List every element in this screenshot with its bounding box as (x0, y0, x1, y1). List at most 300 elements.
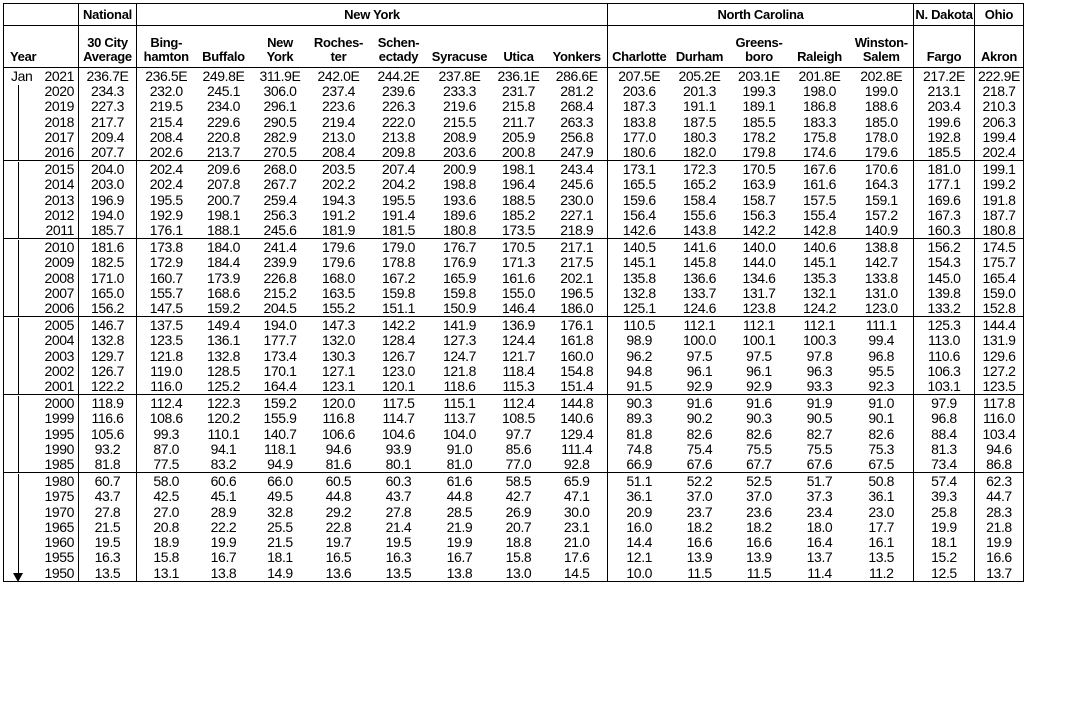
year-value: 2003 (44, 347, 74, 364)
index-value: 145.8 (682, 254, 717, 271)
index-value: 37.0 (686, 488, 713, 505)
index-value: 181.5 (381, 222, 416, 239)
index-value: 23.7 (686, 503, 713, 520)
column-header-4 (252, 26, 309, 68)
column-header-row (4, 26, 1024, 68)
index-value: 151.4 (560, 378, 594, 395)
column-header-line: York (266, 49, 294, 64)
value-column-cell (429, 68, 491, 161)
year-value: 2010 (44, 239, 74, 256)
index-value: 49.5 (267, 488, 293, 505)
index-value: 149.4 (206, 317, 241, 334)
year-value: 1999 (44, 410, 74, 427)
year-cell (4, 239, 79, 317)
index-value: 152.8 (982, 300, 1016, 317)
index-value: 219.4 (321, 113, 356, 130)
index-value: 173.8 (149, 239, 183, 256)
index-value: 13.0 (505, 564, 532, 581)
index-value: 180.6 (622, 144, 656, 161)
index-value: 127.3 (442, 332, 477, 349)
index-value: 93.3 (806, 378, 833, 395)
index-value: 121.8 (442, 362, 477, 379)
value-column-cell (137, 68, 196, 161)
index-value: 16.6 (746, 534, 772, 551)
index-value: 45.1 (210, 488, 237, 505)
index-value: 234.3 (90, 83, 125, 100)
index-value: 60.6 (210, 473, 237, 490)
index-value: 165.5 (622, 176, 656, 193)
index-value: 227.3 (90, 98, 125, 115)
index-value: 234.0 (206, 98, 241, 115)
index-value: 104.6 (381, 425, 416, 442)
year-value: 2007 (44, 284, 74, 301)
index-value: 91.0 (868, 395, 895, 412)
index-value: 121.7 (501, 347, 536, 364)
index-value: 196.4 (501, 176, 536, 193)
index-value: 120.1 (381, 378, 416, 395)
index-value: 96.8 (931, 410, 957, 427)
index-value: 96.1 (686, 362, 713, 379)
index-value: 202.1 (560, 269, 594, 286)
index-value: 175.8 (802, 128, 837, 145)
index-value: 208.4 (321, 144, 356, 161)
index-value: 19.7 (325, 534, 352, 551)
index-value: 75.3 (868, 440, 895, 457)
index-value: 112.1 (803, 317, 836, 334)
index-value: 91.6 (686, 395, 713, 412)
index-value: 97.7 (505, 425, 532, 442)
timeline-line (18, 396, 19, 473)
index-value: 18.1 (267, 549, 293, 566)
index-value: 202.4 (982, 144, 1016, 161)
index-value: 134.6 (742, 269, 776, 286)
index-value: 181.9 (321, 222, 356, 239)
index-value: 120.2 (206, 410, 241, 427)
index-value: 132.8 (90, 332, 125, 349)
index-value: 19.9 (931, 518, 957, 535)
index-value: 170.5 (501, 239, 536, 256)
index-value: 213.0 (321, 128, 356, 145)
index-value: 167.6 (802, 161, 837, 178)
index-value: 92.3 (868, 378, 895, 395)
index-value: 179.6 (864, 144, 898, 161)
index-value: 18.9 (153, 534, 180, 551)
index-value: 142.6 (622, 222, 656, 239)
value-column-cell (79, 68, 137, 161)
year-value: 1960 (44, 534, 74, 551)
value-column-cell (491, 317, 547, 395)
index-value: 136.1 (206, 332, 241, 349)
value-column-cell (729, 473, 790, 581)
index-value: 93.2 (94, 440, 121, 457)
index-value: 226.8 (263, 269, 297, 286)
index-value: 75.5 (806, 440, 833, 457)
index-value: 175.7 (982, 254, 1016, 271)
year-block (4, 68, 1024, 161)
index-value: 218.7 (982, 83, 1016, 100)
value-column-cell (975, 317, 1024, 395)
index-value: 140.6 (802, 239, 837, 256)
index-value: 42.7 (505, 488, 532, 505)
year-value: 2019 (44, 98, 74, 115)
value-column-cell (491, 161, 547, 239)
index-value: 161.6 (802, 176, 837, 193)
index-value: 168.6 (206, 284, 241, 301)
index-value: 37.3 (806, 488, 833, 505)
index-value: 118.1 (264, 440, 296, 457)
value-column-cell (975, 239, 1024, 317)
index-value: 21.5 (267, 534, 293, 551)
index-value: 163.9 (742, 176, 776, 193)
index-value: 157.2 (864, 206, 898, 223)
index-value: 90.3 (626, 395, 653, 412)
index-value: 201.3 (682, 83, 717, 100)
value-column-cell (196, 317, 252, 395)
index-value: 67.7 (746, 456, 772, 473)
index-value: 100.3 (802, 332, 837, 349)
year-value: 2012 (44, 206, 74, 223)
index-value: 112.4 (150, 395, 183, 412)
table-body (4, 68, 1024, 582)
column-header-line: Utica (503, 49, 534, 64)
index-value: 163.5 (321, 284, 356, 301)
index-value: 180.8 (982, 222, 1016, 239)
value-column-cell (914, 161, 975, 239)
index-value: 110.1 (207, 425, 240, 442)
column-header-line: Raleigh (797, 49, 842, 64)
value-column-cell (790, 473, 850, 581)
index-value: 16.6 (986, 549, 1012, 566)
index-value: 21.8 (986, 518, 1012, 535)
index-value: 77.0 (505, 456, 532, 473)
index-value: 136.9 (501, 317, 536, 334)
index-value: 28.3 (986, 503, 1012, 520)
index-value: 106.6 (321, 425, 356, 442)
value-column-cell (790, 317, 850, 395)
year-value: 1990 (44, 440, 74, 457)
index-value: 88.4 (931, 425, 957, 442)
index-value: 172.3 (682, 161, 717, 178)
value-column-cell (790, 68, 850, 161)
index-value: 99.3 (153, 425, 180, 442)
index-value: 57.4 (931, 473, 957, 490)
index-value: 14.5 (563, 564, 590, 581)
index-value: 32.8 (267, 503, 293, 520)
index-value: 18.0 (806, 518, 833, 535)
column-header-line: Akron (980, 49, 1018, 64)
index-value: 203.1E (738, 68, 780, 84)
value-column-cell (608, 317, 671, 395)
index-value: 60.3 (385, 473, 412, 490)
index-value: 239.6 (381, 83, 416, 100)
group-header-year (4, 4, 79, 26)
index-value: 36.1 (626, 488, 653, 505)
index-value: 12.1 (626, 549, 653, 566)
index-value: 183.3 (802, 113, 837, 130)
column-header-line: Fargo (926, 49, 962, 64)
group-header-ohio: Ohio (975, 4, 1024, 26)
index-value: 196.5 (560, 284, 594, 301)
index-value: 187.5 (682, 113, 717, 130)
value-column-cell (975, 161, 1024, 239)
index-value: 215.5 (442, 113, 477, 130)
index-value: 16.7 (210, 549, 237, 566)
index-value: 121.8 (149, 347, 183, 364)
value-column-cell (196, 68, 252, 161)
index-value: 208.9 (442, 128, 477, 145)
index-value: 13.5 (94, 564, 121, 581)
index-value: 157.5 (802, 191, 837, 208)
index-value: 132.8 (622, 284, 656, 301)
index-value: 122.3 (206, 395, 241, 412)
index-value: 129.7 (90, 347, 125, 364)
index-value: 113.7 (443, 410, 476, 427)
index-value: 181.0 (927, 161, 961, 178)
index-value: 203.4 (927, 98, 961, 115)
index-value: 36.1 (868, 488, 895, 505)
year-value: 1980 (44, 473, 74, 490)
index-value: 185.0 (864, 113, 898, 130)
value-column-cell (850, 161, 914, 239)
value-column-cell (671, 68, 729, 161)
index-value: 239.9 (263, 254, 297, 271)
value-column-cell (975, 473, 1024, 581)
index-value: 170.1 (263, 362, 297, 379)
value-column-cell (491, 395, 547, 473)
value-column-cell (309, 473, 369, 581)
value-column-cell (547, 161, 608, 239)
index-value: 115.1 (443, 395, 476, 412)
index-value: 178.8 (381, 254, 416, 271)
index-value: 209.4 (90, 128, 125, 145)
value-column-cell (196, 473, 252, 581)
index-value: 90.5 (806, 410, 833, 427)
index-value: 128.4 (381, 332, 416, 349)
column-header-line: Schen- (377, 35, 420, 50)
column-header-line: Bing- (150, 35, 183, 50)
index-value: 202.2 (321, 176, 356, 193)
index-value: 22.8 (325, 518, 352, 535)
value-column-cell (608, 161, 671, 239)
index-value: 159.6 (622, 191, 656, 208)
index-value: 180.3 (682, 128, 717, 145)
value-column-cell (369, 161, 429, 239)
index-value: 177.1 (927, 176, 961, 193)
column-header-3 (196, 26, 252, 68)
group-header-north-dakota: N. Dakota (914, 4, 975, 26)
index-value: 11.4 (807, 564, 832, 581)
index-value: 82.6 (686, 425, 713, 442)
column-header-10 (608, 26, 671, 68)
value-column-cell (850, 239, 914, 317)
index-value: 126.7 (90, 362, 125, 379)
index-value: 18.1 (931, 534, 957, 551)
index-value: 203.6 (442, 144, 477, 161)
index-value: 242.0E (317, 68, 360, 84)
column-header-line: Year (10, 49, 37, 64)
index-value: 16.7 (446, 549, 473, 566)
index-value: 244.2E (377, 68, 420, 84)
year-value: 2001 (44, 378, 74, 395)
jan-label: Jan (11, 68, 33, 84)
index-value: 202.4 (149, 176, 183, 193)
index-value: 93.9 (385, 440, 412, 457)
value-column-cell (790, 239, 850, 317)
index-value: 161.6 (501, 269, 536, 286)
column-header-line: ectady (378, 49, 419, 64)
index-value: 82.7 (806, 425, 833, 442)
year-value: 2011 (45, 222, 74, 239)
index-value: 215.2 (263, 284, 297, 301)
index-value: 204.2 (381, 176, 416, 193)
index-value: 103.4 (982, 425, 1016, 442)
index-value: 176.1 (560, 317, 594, 334)
index-value: 256.3 (263, 206, 297, 223)
index-value: 184.0 (206, 239, 241, 256)
index-value: 95.5 (868, 362, 895, 379)
index-value: 123.8 (742, 300, 776, 317)
index-value: 16.4 (806, 534, 833, 551)
index-value: 159.8 (381, 284, 416, 301)
column-header-line: hamton (143, 49, 189, 64)
index-value: 19.9 (446, 534, 473, 551)
index-value: 44.8 (446, 488, 473, 505)
index-value: 135.3 (802, 269, 837, 286)
year-value: 1995 (44, 425, 74, 442)
index-value: 135.8 (622, 269, 656, 286)
value-column-cell (196, 239, 252, 317)
index-value: 13.9 (746, 549, 772, 566)
value-column-cell (671, 317, 729, 395)
column-header-line: ter (330, 49, 347, 64)
index-value: 236.7E (86, 68, 129, 84)
index-value: 132.0 (321, 332, 356, 349)
index-value: 138.8 (864, 239, 898, 256)
index-value: 171.0 (90, 269, 125, 286)
index-value: 52.5 (746, 473, 772, 490)
column-header-14 (850, 26, 914, 68)
index-value: 159.2 (263, 395, 297, 412)
index-value: 174.5 (982, 239, 1016, 256)
index-value: 185.5 (927, 144, 961, 161)
index-value: 165.4 (982, 269, 1016, 286)
year-value: 2006 (44, 300, 74, 317)
year-value: 1965 (44, 518, 74, 535)
index-value: 217.7 (90, 113, 125, 130)
index-value: 131.0 (864, 284, 898, 301)
value-column-cell (547, 317, 608, 395)
index-value: 192.8 (927, 128, 961, 145)
index-value: 202.8E (860, 68, 903, 84)
index-value: 249.8E (202, 68, 245, 84)
index-value: 263.3 (560, 113, 594, 130)
index-value: 111.1 (865, 317, 897, 334)
index-value: 209.6 (206, 161, 241, 178)
value-column-cell (608, 239, 671, 317)
year-value: 2018 (44, 113, 74, 130)
index-value: 14.4 (626, 534, 653, 551)
value-column-cell (429, 395, 491, 473)
index-value: 16.3 (94, 549, 121, 566)
index-value: 10.0 (626, 564, 653, 581)
index-value: 52.2 (686, 473, 713, 490)
index-value: 150.9 (442, 300, 477, 317)
year-value: 2000 (44, 395, 74, 412)
index-value: 142.2 (381, 317, 416, 334)
index-value: 187.3 (622, 98, 656, 115)
value-column-cell (252, 317, 309, 395)
value-column-cell (252, 473, 309, 581)
value-column-cell (429, 161, 491, 239)
index-value: 123.5 (149, 332, 183, 349)
index-value: 43.7 (385, 488, 412, 505)
index-value: 126.7 (381, 347, 416, 364)
index-value: 90.3 (746, 410, 772, 427)
index-value: 145.0 (927, 269, 961, 286)
index-value: 165.2 (682, 176, 717, 193)
index-value: 19.5 (385, 534, 412, 551)
index-value: 159.8 (442, 284, 477, 301)
index-value: 223.6 (321, 98, 356, 115)
index-value: 194.0 (263, 317, 297, 334)
index-value: 155.7 (149, 284, 183, 301)
index-value: 154.8 (560, 362, 594, 379)
index-value: 179.6 (321, 239, 356, 256)
index-value: 13.7 (806, 549, 833, 566)
value-column-cell (369, 473, 429, 581)
index-value: 112.4 (502, 395, 535, 412)
index-value: 127.1 (321, 362, 356, 379)
year-value: 2008 (44, 269, 74, 286)
index-value: 179.8 (742, 144, 776, 161)
year-value: 2014 (44, 176, 74, 193)
index-value: 11.2 (868, 564, 894, 581)
index-value: 81.3 (931, 440, 957, 457)
index-value: 144.4 (982, 317, 1016, 334)
index-value: 94.6 (986, 440, 1012, 457)
index-value: 92.8 (563, 456, 590, 473)
index-value: 167.2 (381, 269, 416, 286)
value-column-cell (137, 395, 196, 473)
year-value: 2021 (44, 68, 74, 84)
index-value: 209.8 (381, 144, 416, 161)
index-value: 28.5 (446, 503, 473, 520)
index-value: 222.0 (381, 113, 416, 130)
value-column-cell (975, 395, 1024, 473)
index-value: 66.0 (267, 473, 293, 490)
timeline-line (18, 162, 19, 239)
index-value: 110.5 (623, 317, 656, 334)
column-header-line: Buffalo (202, 49, 245, 64)
value-column-cell (79, 395, 137, 473)
value-column-cell (850, 317, 914, 395)
value-column-cell (369, 395, 429, 473)
index-value: 15.2 (931, 549, 957, 566)
index-value: 204.5 (263, 300, 297, 317)
index-value: 42.5 (153, 488, 180, 505)
index-value: 133.8 (864, 269, 898, 286)
index-value: 192.9 (149, 206, 183, 223)
index-value: 245.1 (206, 83, 241, 100)
index-value: 47.1 (563, 488, 590, 505)
index-value: 191.1 (682, 98, 717, 115)
value-column-cell (729, 161, 790, 239)
index-value: 23.4 (806, 503, 833, 520)
index-value: 217.5 (560, 254, 594, 271)
index-value: 155.9 (263, 410, 297, 427)
year-value: 1970 (44, 503, 74, 520)
index-value: 229.6 (206, 113, 241, 130)
